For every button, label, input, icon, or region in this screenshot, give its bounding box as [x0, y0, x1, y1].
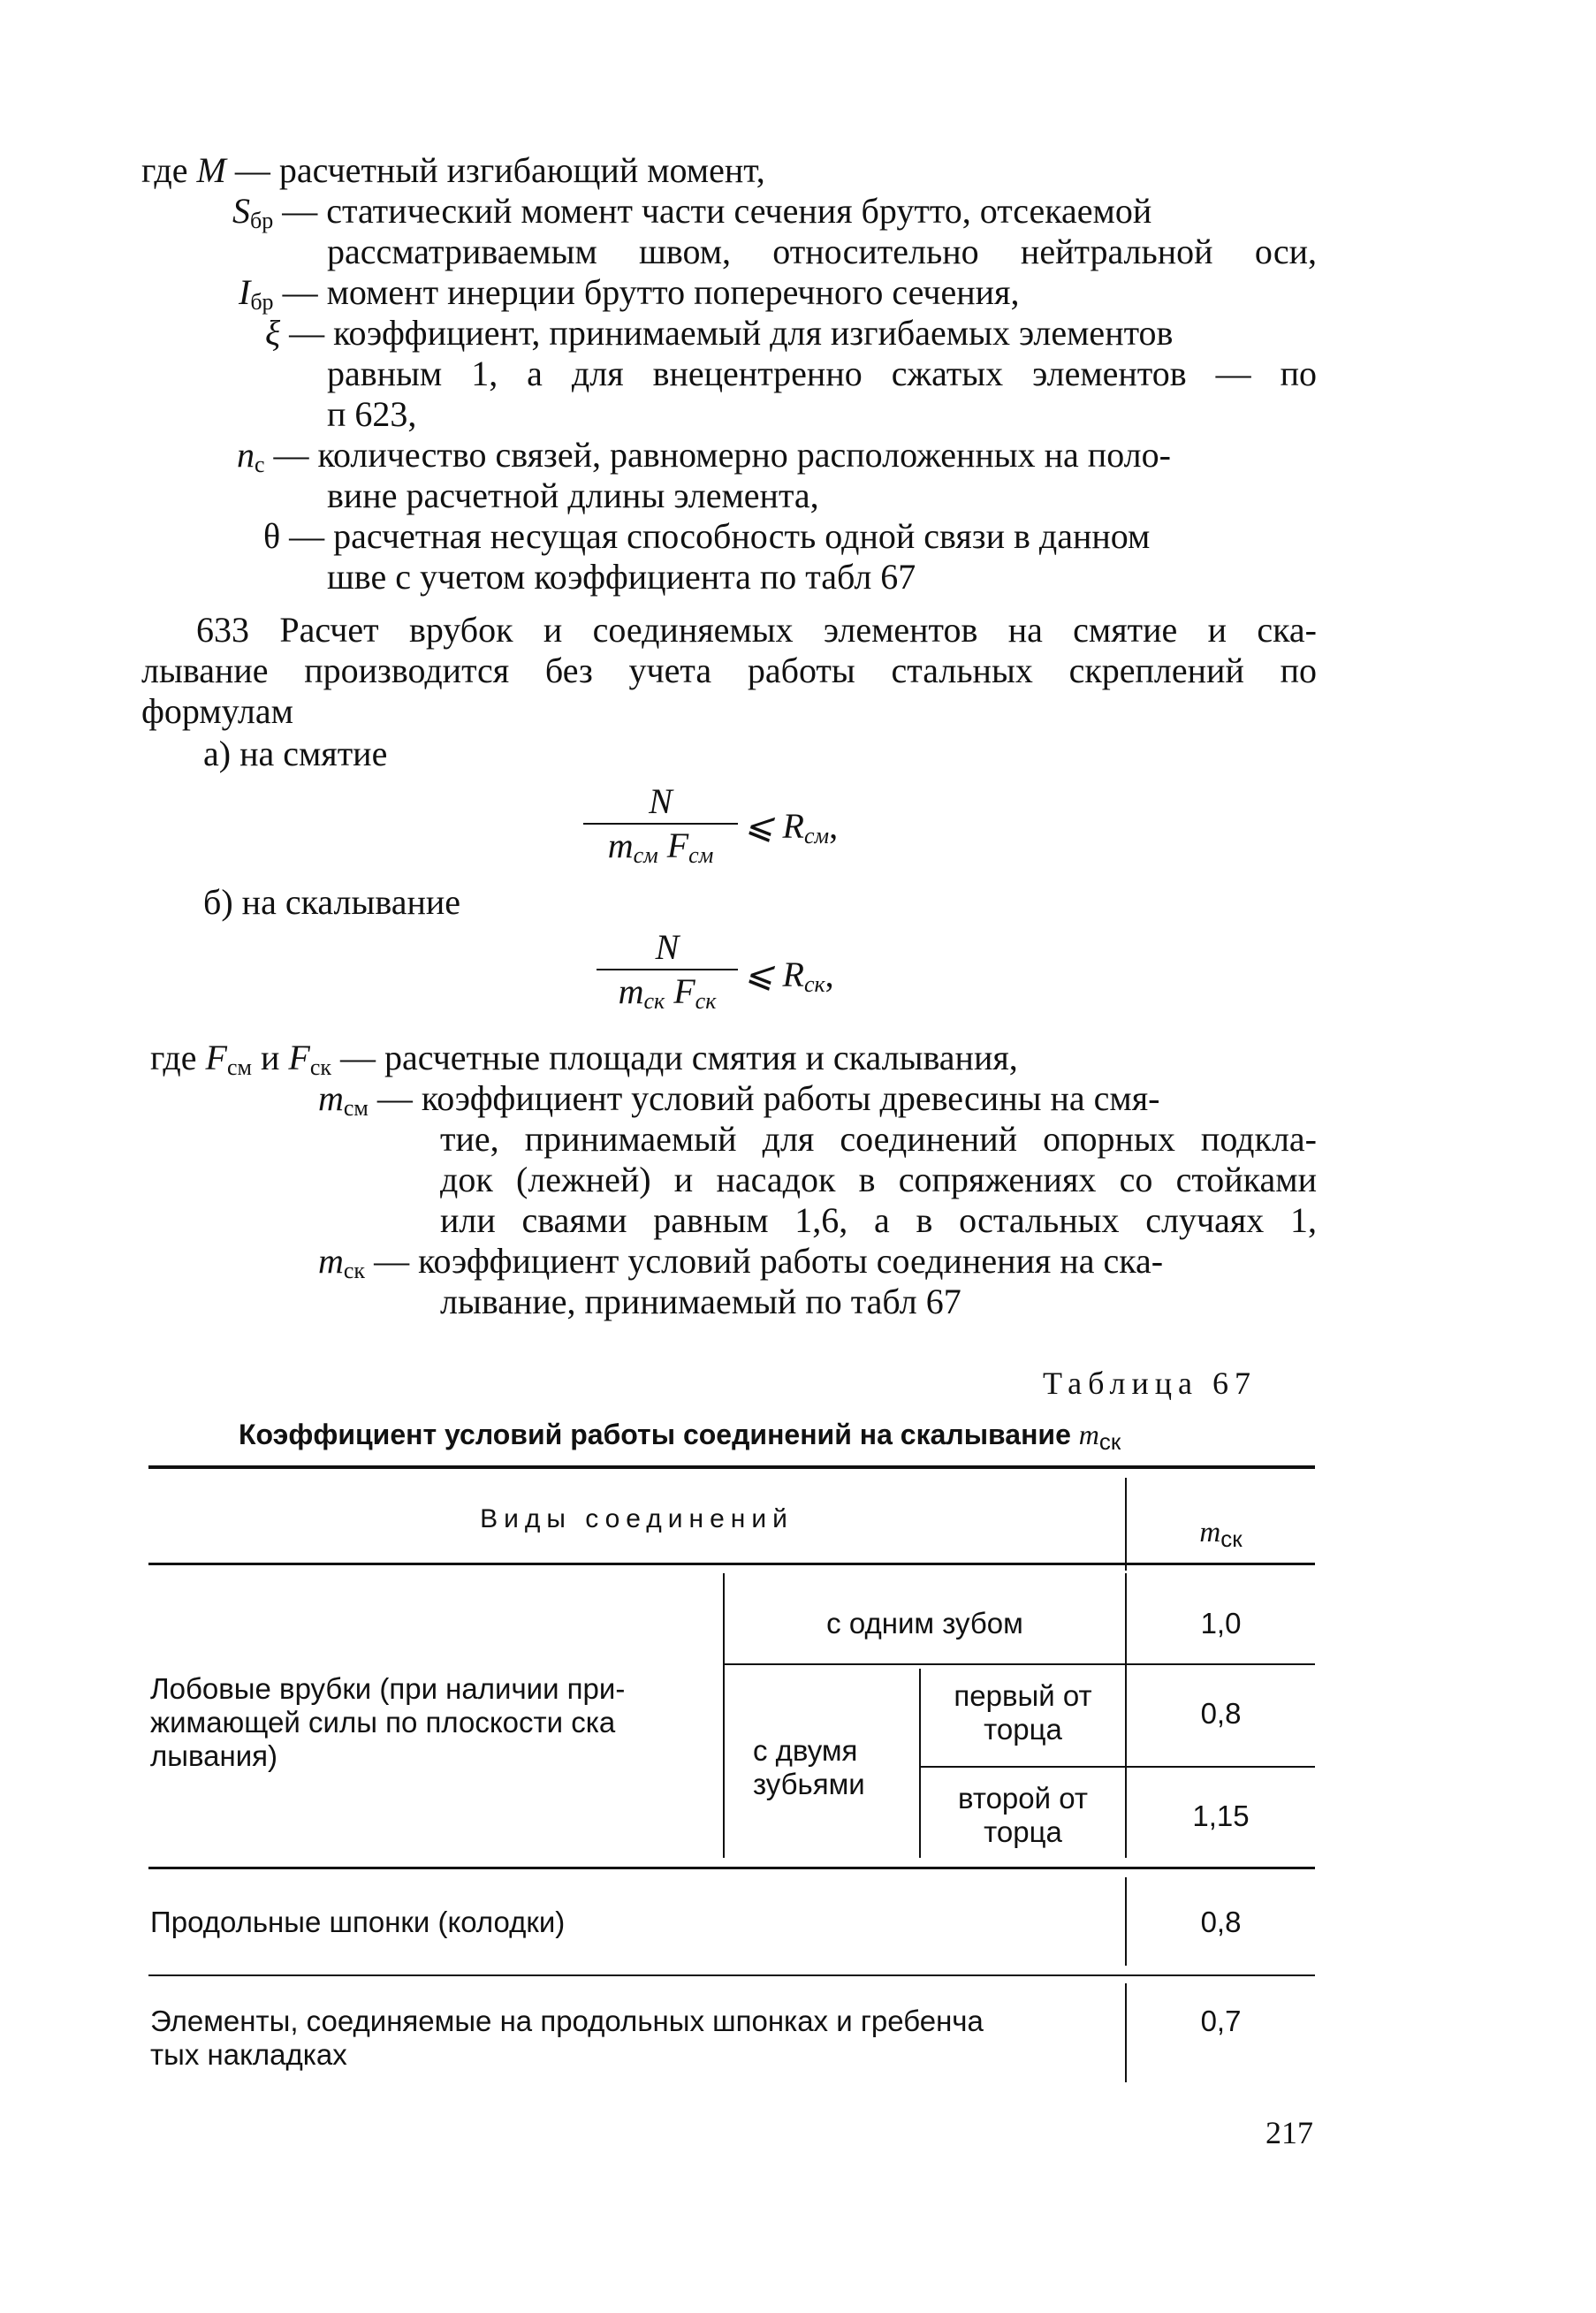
def-n-text-1: — количество связей, равномерно расположенных на поло-: [273, 435, 1171, 475]
def-mcm-text-1: — коэффициент условий работы древесины на смя-: [376, 1078, 1160, 1118]
symbol-m-cm-sub: см: [343, 1095, 369, 1121]
formula-b-denominator: [597, 971, 738, 1014]
symbol-m-ck-sub: ск: [343, 1258, 366, 1283]
def-n-text-2: вине расчетной длины элемента,: [327, 476, 819, 515]
second-from-end-value: 1,15: [1192, 1799, 1250, 1832]
def-S-text-2: рассматриваемым швом, относительно нейтральной оси,: [327, 232, 1317, 271]
row1-val-rule-1: [1125, 1663, 1315, 1665]
formula-b-fraction: [597, 927, 738, 1014]
def-mcm-text-3: док (лежней) и насадок в сопряжениях со стойками: [440, 1160, 1317, 1199]
def-theta-text-2: шве с учетом коэффициента по табл 67: [327, 557, 916, 597]
symbol-F-cm-sub: см: [226, 1054, 252, 1080]
symbol-m-sub: см: [633, 842, 658, 868]
header-types: Виды соединений: [480, 1504, 794, 1533]
row1-sub-rule-2: [919, 1766, 1315, 1768]
relation-R: ⩽ R: [744, 955, 804, 994]
two-teeth-label: с двумя зубьями: [753, 1734, 865, 1800]
formula-a-numerator: N: [649, 781, 673, 821]
def-S: [232, 191, 1151, 232]
symbol-F-sub: см: [688, 842, 714, 868]
row1-bottom-rule: [148, 1867, 1315, 1869]
fraction-bar: [583, 823, 738, 825]
symbol-theta: θ: [263, 516, 281, 556]
symbol-n: n: [237, 435, 255, 475]
header-m: [1127, 1515, 1315, 1552]
def-theta: [263, 516, 1150, 557]
header-m-symbol: m: [1199, 1517, 1221, 1548]
row3-label: Элементы, соединяемые на продольных шпонках и гребенча тых накладках: [150, 2005, 984, 2071]
para-633-line-2: лывание производится без учета работы стальных скреплений по: [141, 651, 1317, 690]
def-xi-text-1: — коэффициент, принимаемый для изгибаемых элементов: [289, 313, 1174, 353]
def-xi-text-3: п 623,: [327, 394, 417, 434]
symbol-F-ck: F: [288, 1038, 310, 1077]
symbol-m-ck: m: [318, 1241, 344, 1281]
para-633-line-3: формулам: [141, 691, 293, 731]
row3-value: 0,7: [1200, 2005, 1242, 2037]
def-F-text: — расчетные площади смятия и скалывания,: [339, 1038, 1018, 1077]
relation-R-sub: см: [803, 823, 830, 848]
symbol-M: M: [196, 150, 226, 190]
row1-label: Лобовые врубки (при наличии при- жимающей силы по плоскости ска лывания): [150, 1672, 626, 1772]
symbol-m-sub: ск: [643, 988, 665, 1014]
def-mck: [318, 1241, 1163, 1282]
table-number: Таблица 67: [1043, 1366, 1257, 1401]
def-theta-text-1: — расчетная несущая способность одной связи в данном: [289, 516, 1151, 556]
and-word: и: [260, 1038, 280, 1077]
symbol-S-sub: бр: [250, 208, 274, 233]
row1-sub-rule-1: [723, 1663, 1125, 1665]
relation-R: ⩽ R: [744, 806, 804, 846]
formula-b-label: б) на скалывание: [203, 882, 461, 922]
formula-b-relation: [744, 955, 834, 995]
def-mck-text-2: лывание, принимаемый по табл 67: [440, 1282, 961, 1321]
second-from-end-label: второй от торца: [958, 1782, 1088, 1848]
one-tooth-value: 1,0: [1200, 1607, 1242, 1640]
row2-bottom-rule: [148, 1974, 1315, 1976]
def-mcm-text-2: тие, принимаемый для соединений опорных подкла-: [440, 1119, 1317, 1159]
symbol-F-cm: F: [205, 1038, 227, 1077]
def-I: [239, 272, 1019, 313]
def-M-text: — расчетный изгибающий момент,: [234, 150, 765, 190]
first-from-end-label: первый от торца: [954, 1679, 1092, 1746]
table-title-symbol: m: [1078, 1419, 1099, 1450]
def-mck-text-1: — коэффициент условий работы соединения на ска-: [374, 1241, 1164, 1281]
symbol-m: m: [607, 826, 634, 865]
fraction-bar: [597, 969, 738, 970]
symbol-I: I: [239, 272, 251, 312]
symbol-F: F: [666, 826, 689, 865]
symbol-m-cm: m: [318, 1078, 344, 1118]
formula-b-comma: ,: [825, 955, 834, 994]
def-M: [141, 150, 765, 191]
def-n: [237, 435, 1171, 476]
symbol-F: F: [673, 971, 695, 1011]
def-mcm-text-4: или сваями равным 1,6, а в остальных случаях 1,: [440, 1200, 1317, 1240]
table-top-rule: [148, 1465, 1315, 1469]
symbol-F-sub: ск: [695, 988, 717, 1014]
row2-value: 0,8: [1200, 1906, 1242, 1938]
page-number: 217: [1265, 2115, 1313, 2150]
def-S-text-1: — статический момент части сечения брутто, отсекаемой: [282, 191, 1152, 231]
formula-b-numerator: N: [655, 927, 680, 967]
first-from-end-value: 0,8: [1200, 1697, 1242, 1730]
def-I-text: — момент инерции брутто поперечного сечения,: [282, 272, 1020, 312]
table-title-symbol-sub: ск: [1098, 1428, 1121, 1455]
where-word: где: [150, 1038, 197, 1077]
where-word: где: [141, 150, 188, 190]
def-xi: [265, 313, 1173, 354]
symbol-xi: ξ: [265, 313, 281, 353]
formula-a-comma: ,: [829, 806, 839, 846]
table-head-rule: [148, 1563, 1315, 1565]
symbol-I-sub: бр: [250, 289, 274, 315]
formula-a-label: а) на смятие: [203, 734, 388, 773]
formula-a-fraction: [583, 781, 738, 868]
formula-a-denominator: [583, 826, 738, 868]
header-m-sub: ск: [1220, 1526, 1243, 1552]
table-title: [239, 1414, 1121, 1455]
symbol-S: S: [232, 191, 250, 231]
relation-R-sub: ск: [803, 971, 825, 997]
def-F: [150, 1038, 1018, 1078]
def-xi-text-2: равным 1, а для внецентренно сжатых элементов — по: [327, 354, 1317, 393]
symbol-F-ck-sub: ск: [309, 1054, 331, 1080]
one-tooth-label: с одним зубом: [826, 1607, 1023, 1640]
row2-label: Продольные шпонки (колодки): [150, 1906, 566, 1938]
para-633-line-1: 633 Расчет врубок и соединяемых элементов на смятие и ска-: [196, 610, 1317, 650]
symbol-m: m: [618, 971, 644, 1011]
formula-a-relation: [744, 806, 838, 847]
symbol-n-sub: c: [255, 452, 265, 477]
table-title-text: Коэффициент условий работы соединений на скалывание: [239, 1419, 1071, 1450]
def-mcm: [318, 1078, 1159, 1119]
